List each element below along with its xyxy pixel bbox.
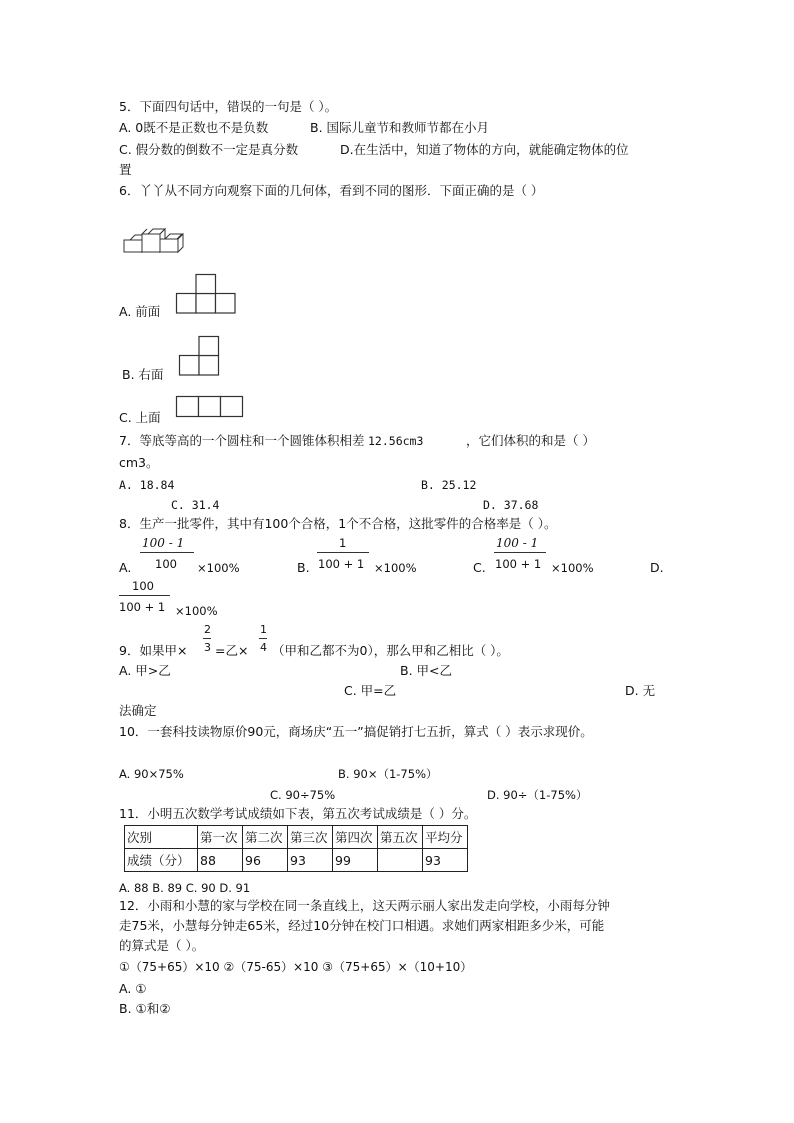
q8-option-d-denominator: 100 + 1 (119, 600, 166, 614)
q9-fraction1-numerator: 2 (204, 623, 211, 636)
q9-fraction2-denominator: 4 (260, 641, 267, 654)
q9-fraction1-denominator: 3 (204, 641, 211, 654)
table-header-row (125, 826, 468, 849)
q12-formulas: ①（75+65）×10 ②（75-65）×10 ③（75+65）×（10+10） (119, 960, 473, 974)
q5-option-a: A. 0既不是正数也不是负数 (119, 120, 269, 135)
q8-option-c-label: C. (473, 560, 486, 575)
table-row (125, 849, 468, 872)
q8-option-a-fraction-bar (140, 552, 194, 553)
q8-option-d-label: D. (650, 560, 664, 575)
q10-option-d: D. 90÷（1-75%） (487, 788, 588, 802)
q11-stem: 11．小明五次数学考试成绩如下表，第五次考试成绩是（ ）分。 (119, 806, 477, 821)
q6-option-c-label: C. 上面 (119, 410, 161, 425)
q8-option-c-fraction-bar (494, 552, 546, 553)
q8-option-d-fraction-bar (119, 595, 170, 596)
q7-option-c: C. 31.4 (171, 498, 220, 512)
q10-option-b: B. 90×（1-75%） (338, 767, 438, 781)
q5-option-c: C. 假分数的倒数不一定是真分数 (119, 142, 299, 157)
q7-unit: cm3。 (119, 455, 159, 470)
q8-option-b-times: ×100% (374, 561, 417, 575)
table-cell: 96 (243, 849, 288, 872)
q9-stem-end: （甲和乙都不为0），那么甲和乙相比（ ）。 (272, 643, 509, 658)
q9-fraction2-bar (259, 638, 267, 639)
q8-option-c-numerator: 100 - 1 (496, 536, 539, 550)
q8-option-a-denominator: 100 (155, 557, 177, 571)
q9-option-d: D. 无 (625, 683, 656, 698)
q12-option-b: B. ①和② (119, 1001, 171, 1016)
q11-score-table (124, 825, 468, 872)
q10-option-a: A. 90×75% (119, 767, 184, 781)
q6-option-b-view (179, 336, 219, 376)
table-header-cell: 第三次 (288, 826, 333, 849)
q6-option-c-view (176, 396, 243, 418)
q9-option-b: B. 甲<乙 (400, 663, 452, 678)
q9-option-c: C. 甲=乙 (344, 683, 397, 698)
table-header-cell: 第二次 (243, 826, 288, 849)
q8-option-a-label: A. (119, 560, 132, 575)
table-header-cell: 第一次 (198, 826, 243, 849)
q7-stem: 7．等底等高的一个圆柱和一个圆锥体积相差 (119, 433, 365, 448)
table-header-cell: 第五次 (378, 826, 423, 849)
table-header-cell: 第四次 (333, 826, 378, 849)
q9-option-a: A. 甲>乙 (119, 663, 171, 678)
q8-option-b-denominator: 100 + 1 (318, 557, 365, 571)
q7-option-d: D. 37.68 (483, 498, 539, 512)
q9-fraction2-numerator: 1 (260, 623, 267, 636)
q12-stem-line2: 走75米，小慧每分钟走65米，经过10分钟在校门口相遇。求她们两家相距多少米，可能 (119, 918, 605, 933)
q8-option-b-label: B. (297, 560, 310, 575)
q9-option-d-cont: 法确定 (119, 703, 157, 718)
q8-option-c-times: ×100% (551, 561, 594, 575)
q9-stem-middle: =乙× (215, 643, 249, 658)
q7-option-a: A. 18.84 (119, 478, 175, 492)
q8-option-d-times: ×100% (175, 604, 218, 618)
q11-options: A. 88 B. 89 C. 90 D. 91 (119, 881, 251, 895)
q5-option-d-cont: 置 (119, 162, 132, 177)
q8-option-c-denominator: 100 + 1 (495, 557, 542, 571)
q7-option-b: B. 25.12 (421, 478, 477, 492)
q7-stem-rest: ，它们体积的和是（ ） (466, 433, 595, 448)
q8-stem: 8．生产一批零件，其中有100个合格，1个不合格，这批零件的合格率是（ ）。 (119, 516, 557, 531)
table-cell: 99 (333, 849, 378, 872)
q8-option-a-times: ×100% (197, 561, 240, 575)
table-cell: 93 (288, 849, 333, 872)
q12-option-a: A. ① (119, 981, 147, 996)
q6-stem: 6．丫丫从不同方向观察下面的几何体，看到不同的图形．下面正确的是（ ） (119, 183, 544, 198)
q9-stem-start: 9．如果甲× (119, 643, 188, 658)
table-header-cell: 平均分 (423, 826, 468, 849)
table-cell: 88 (198, 849, 243, 872)
q8-option-b-fraction-bar (317, 552, 369, 553)
q12-stem-line1: 12．小雨和小慧的家与学校在同一条直线上，这天两示丽人家出发走向学校，小雨每分钟 (119, 898, 610, 913)
q5-stem: 5．下面四句话中，错误的一句是（ ）。 (119, 99, 338, 114)
q9-fraction1-bar (203, 638, 211, 639)
q5-option-d: D.在生活中，知道了物体的方向，就能确定物体的位 (340, 142, 629, 157)
q10-option-c: C. 90÷75% (270, 788, 336, 802)
q8-option-b-numerator: 1 (339, 536, 347, 550)
table-cell: 成绩（分） (125, 849, 198, 872)
q12-stem-line3: 的算式是（ ）。 (119, 938, 205, 953)
q7-amount: 12.56cm3 (368, 434, 424, 448)
q8-option-d-numerator: 100 (132, 579, 154, 593)
q8-option-a-numerator: 100 - 1 (142, 536, 185, 550)
q6-option-b-label: B. 右面 (122, 367, 164, 382)
q6-cube-solid-figure (124, 222, 184, 252)
q5-option-b: B. 国际儿童节和教师节都在小月 (310, 120, 490, 135)
table-cell (378, 849, 423, 872)
table-cell: 93 (423, 849, 468, 872)
q6-option-a-label: A. 前面 (119, 304, 161, 319)
q6-option-a-view (176, 274, 236, 314)
table-header-cell: 次别 (125, 826, 198, 849)
q10-stem: 10．一套科技读物原价90元，商场庆“五一”搞促销打七五折，算式（ ）表示求现价。 (119, 724, 593, 739)
